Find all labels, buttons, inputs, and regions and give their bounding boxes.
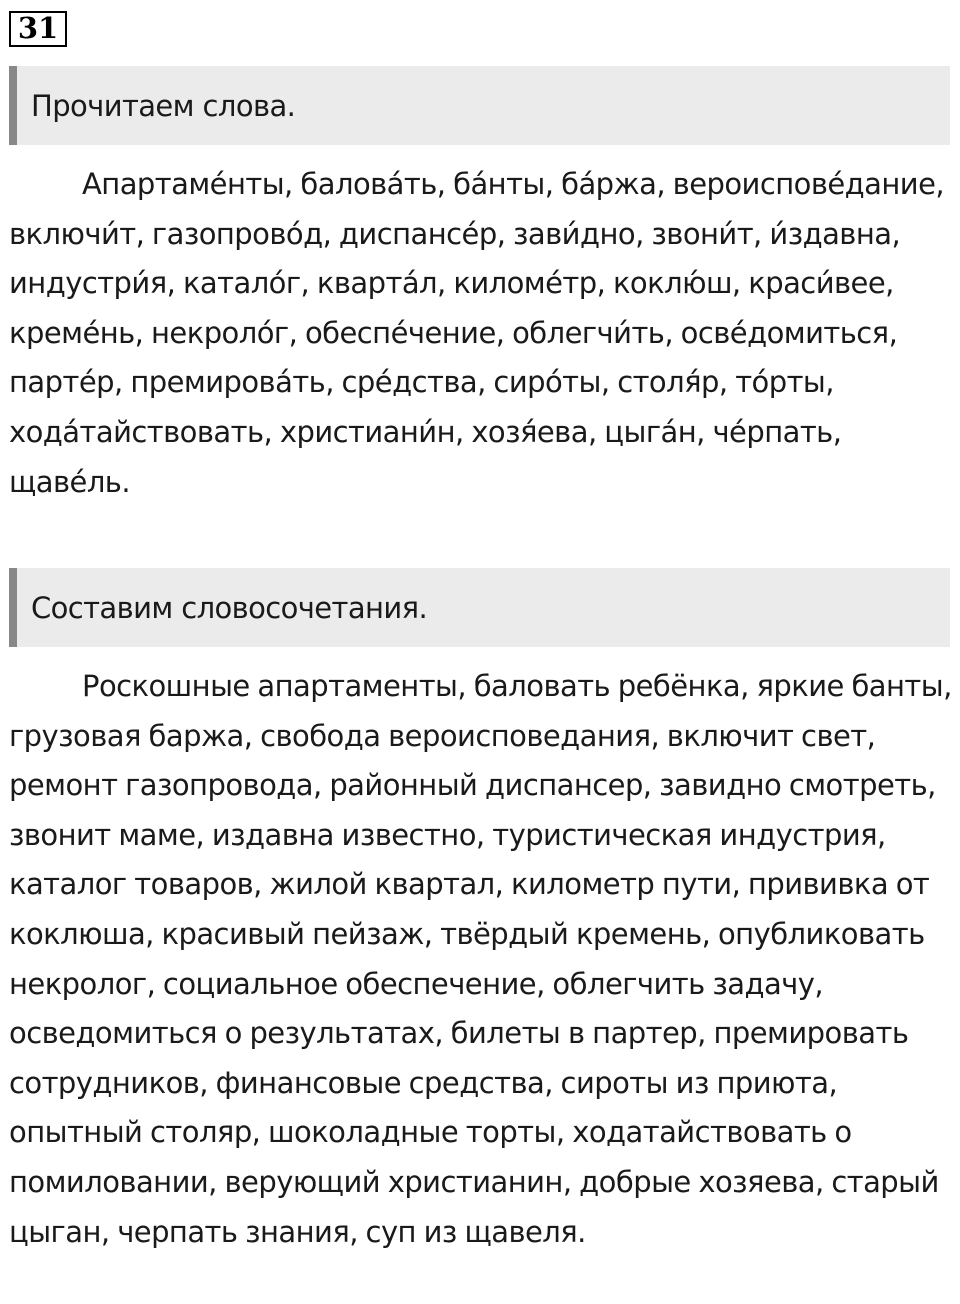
section-header-label: Прочитаем слова. xyxy=(31,88,296,123)
stressed-words-paragraph: Апартаме́нты, балова́ть, ба́нты, ба́ржа, вероисповéдание, включи́т, газопрово́д, диспансéр, зави́дно, звони́т, и́здавна, индустри́я, катало́г, кварта́л, киломéтр, коклю́ш, краси́вее, кремéнь, некроло́г, обеспéчение, облегчи́ть, освéдомиться, партéр, премирова́ть, срéдства, сиро́ты, столя́р, то́рты, хода́тайствовать, христиани́н, хозя́ева, цыга́н, чéрпать, щавéль. xyxy=(9,167,945,499)
task-number-badge: 31 xyxy=(9,11,67,47)
section-header-read-words xyxy=(9,66,950,145)
section-header-compose-phrases xyxy=(9,568,950,647)
phrases-paragraph: Роскошные апартаменты, баловать ребёнка, яркие банты, грузовая баржа, свобода вероисповедания, включит свет, ремонт газопровода, районный диспансер, завидно смотреть, звонит маме, издавна известно, туристическая индустрия, каталог товаров, жилой квартал, километр пути, прививка от коклюша, красивый пейзаж, твёрдый кремень, опубликовать некролог, социальное обеспечение, облегчить задачу, осведомиться о результатах, билеты в партер, премировать сотрудников, финансовые средства, сироты из приюта, опытный столяр, шоколадные торты, ходатайствовать о помиловании, верующий христианин, добрые хозяева, старый цыган, черпать знания, суп из щавеля. xyxy=(9,669,952,1249)
section-header-label: Составим словосочетания. xyxy=(31,590,428,625)
